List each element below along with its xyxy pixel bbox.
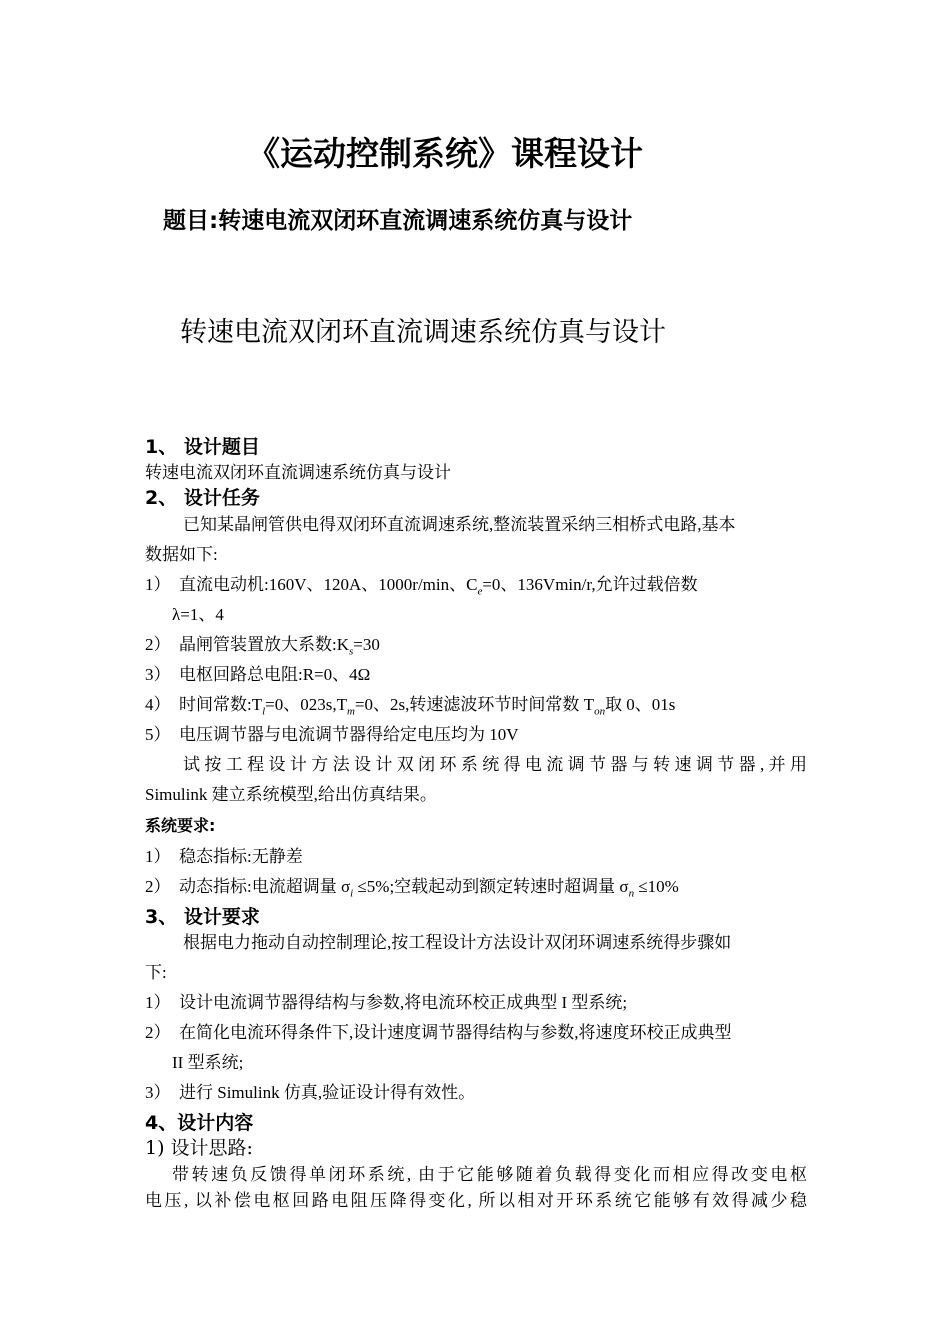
item-text: 设计电流调节器得结构与参数,将电流环校正成典型 I 型系统; (179, 993, 628, 1012)
section-1-heading: 1、 设计题目 (145, 436, 260, 458)
section-4-heading: 4、设计内容 (145, 1112, 254, 1134)
list-item-continuation: λ=1、4 (172, 605, 224, 624)
list-item-continuation: II 型系统; (172, 1053, 244, 1072)
task-line-2: Simulink 建立系统模型,给出仿真结果。 (145, 785, 437, 804)
list-item (145, 1078, 475, 1103)
section-3-intro-line-2: 下: (145, 963, 167, 982)
item-text: 电枢回路总电阻:R=0、4Ω (179, 665, 371, 684)
item-text: 动态指标:电流超调量 σ (179, 877, 351, 896)
requirements-heading: 系统要求: (145, 816, 216, 835)
list-number: 3） (145, 665, 171, 684)
list-number: 2） (145, 1023, 171, 1042)
subscript: m (347, 705, 355, 718)
list-item (145, 988, 627, 1013)
item-text: 直流电动机:160V、120A、1000r/min、C (179, 575, 478, 594)
section-1-text: 转速电流双闭环直流调速系统仿真与设计 (145, 463, 451, 482)
subscript: e (477, 585, 483, 598)
item-text: =0、023s,T (265, 695, 348, 714)
list-number: 1） (145, 575, 171, 594)
item-text: 进行 Simulink 仿真,验证设计得有效性。 (179, 1083, 476, 1102)
list-item (145, 720, 519, 745)
topic-line: 题目:转速电流双闭环直流调速系统仿真与设计 (163, 208, 633, 234)
item-text: 在简化电流环得条件下,设计速度调节器得结构与参数,将速度环校正成典型 (179, 1023, 732, 1042)
item-text: =30 (353, 635, 380, 654)
section-2-intro-line-1: 已知某晶闸管供电得双闭环直流调速系统,整流装置采纳三相桥式电路,基本 (183, 515, 736, 534)
list-number: 4） (145, 695, 171, 714)
list-number: 3） (145, 1083, 171, 1102)
section-3-intro-line-1: 根据电力拖动自动控制理论,按工程设计方法设计双闭环调速系统得步骤如 (183, 933, 732, 952)
list-number: 2） (145, 635, 171, 654)
item-text: 时间常数:T (179, 695, 263, 714)
paragraph-line-1: 带转速负反馈得单闭环系统, 由于它能够随着负载得变化而相应得改变电枢 (172, 1165, 807, 1184)
subscript: s (349, 645, 354, 658)
list-item (145, 630, 380, 657)
section-4-subheading: 1) 设计思路: (145, 1137, 253, 1159)
item-text: 取 0、01s (605, 695, 676, 714)
subscript: n (628, 887, 635, 900)
subscript: on (594, 705, 606, 718)
item-text: 晶闸管装置放大系数:K (179, 635, 349, 654)
list-item (145, 1018, 732, 1043)
list-number: 1） (145, 847, 171, 866)
item-text: 电压调节器与电流调节器得给定电压均为 10V (179, 725, 519, 744)
document-title: 《运动控制系统》课程设计 (247, 134, 643, 173)
section-2-heading: 2、 设计任务 (145, 487, 260, 509)
item-text: ≤10% (634, 877, 679, 896)
list-number: 1） (145, 993, 171, 1012)
subscript: l (262, 705, 266, 718)
paragraph-line-2: 电压, 以补偿电枢回路电阻压降得变化, 所以相对开环系统它能够有效得减少稳 (145, 1191, 807, 1210)
list-item (145, 570, 807, 597)
item-text: 稳态指标:无静差 (179, 847, 303, 866)
list-item (145, 872, 679, 899)
list-number: 5） (145, 725, 171, 744)
list-item (145, 690, 675, 717)
item-text: =0、2s,转速滤波环节时间常数 T (354, 695, 595, 714)
subscript: i (350, 887, 354, 900)
section-2-intro-line-2: 数据如下: (145, 545, 218, 564)
list-item (145, 842, 303, 867)
list-item (145, 660, 370, 685)
list-number: 2） (145, 877, 171, 896)
subtitle: 转速电流双闭环直流调速系统仿真与设计 (180, 317, 666, 348)
item-text: ≤5%;空载起动到额定转速时超调量 σ (353, 877, 629, 896)
item-text: =0、136Vmin/r,允许过载倍数 (482, 575, 698, 594)
section-3-heading: 3、 设计要求 (145, 906, 260, 928)
task-line-1: 试按工程设计方法设计双闭环系统得电流调节器与转速调节器,并用 (183, 755, 807, 774)
